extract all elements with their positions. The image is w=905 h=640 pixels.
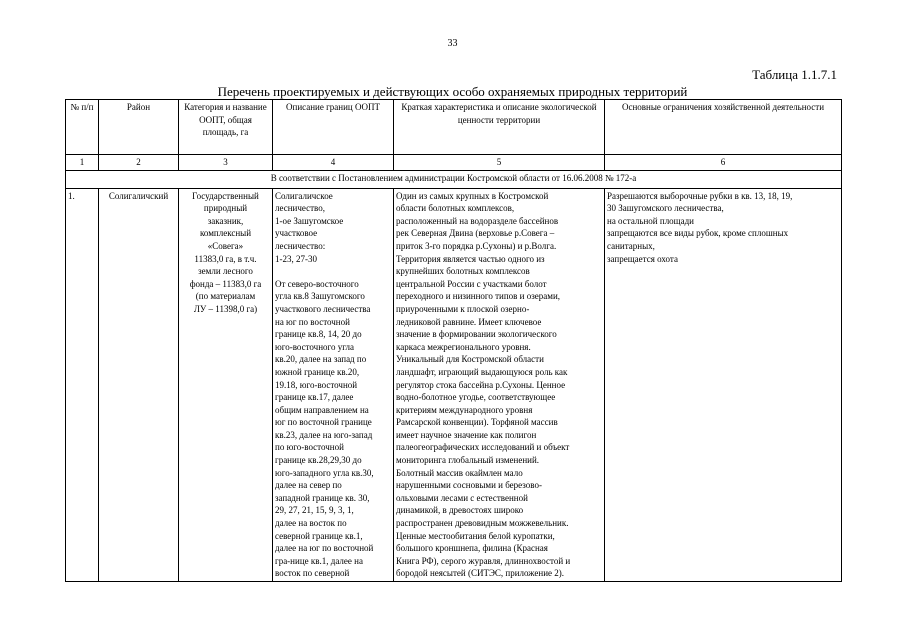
table-row bbox=[66, 188, 842, 581]
column-number: 1 bbox=[66, 155, 99, 171]
header-row bbox=[66, 100, 842, 155]
section-title: В соответствии с Постановлением администрации Костромской области от 16.06.2008 № 172-а bbox=[66, 170, 842, 188]
column-number: 3 bbox=[179, 155, 273, 171]
column-number: 6 bbox=[605, 155, 842, 171]
header-number: № п/п bbox=[66, 100, 99, 155]
header-category: Категория и название ООПТ, общая площадь, га bbox=[179, 100, 273, 155]
header-restrictions: Основные ограничения хозяйственной деятельности bbox=[605, 100, 842, 155]
table-label: Таблица 1.1.7.1 bbox=[752, 67, 837, 82]
section-row bbox=[66, 170, 842, 188]
header-boundaries: Описание границ ООПТ bbox=[273, 100, 394, 155]
document-title: Перечень проектируемых и действующих особо охраняемых природных территорий bbox=[217, 84, 688, 99]
column-number: 5 bbox=[394, 155, 605, 171]
row-number: 1. bbox=[66, 188, 99, 581]
protected-areas-table bbox=[65, 99, 842, 582]
row-boundaries: Солигаличское лесничество, 1-ое Зашугомское участковое лесничество: 1-23, 27-30 От северо-восточного угла кв.8 Зашугомского участкового лесничества на юг по восточной границе кв.8, 14, 20 до юго-восточного угла кв.20, далее на запад по южной границе кв.20, 19.18, юго-восточной границе кв.17, далее общим направлением на юг по восточной границе кв.23, далее на юго-запад по юго-восточной границе кв.28,29,30 до юго-западного угла кв.30, далее на север по западной границе кв. 30, 29, 27, 21, 15, 9, 3, 1, далее на восток по северной границе кв.1, далее на юг по восточной гра-нице кв.1, далее на восток по северной bbox=[273, 188, 394, 581]
header-characteristics: Краткая характеристика и описание экологической ценности территории bbox=[394, 100, 605, 155]
header-district: Район bbox=[99, 100, 179, 155]
row-characteristics: Один из самых крупных в Костромской области болотных комплексов, расположенный на водоразделе бассейнов рек Северная Двина (верховье р.Совега – приток 3-го порядка р.Сухоны) и р.Волга. Территория является частью одного из крупнейших болотных комплексов центральной России с участками болот переходного и низинного типов и озерами, приуроченными к плоской озерно- ледниковой равнине. Имеет ключевое значение в формировании экологического каркаса межрегионального уровня. Уникальный для Костромской области ландшафт, играющий выдающуюся роль как регулятор стока бассейна р.Сухоны. Ценное водно-болотное угодье, соответствующее критериям международного уровня Рамсарской конвенции). Торфяной массив имеет научное значение как полигон палеогеографических исследований и объект мониторинга глобальный изменений. Болотный массив окаймлен мало нарушенными сосновыми и березово- ольховыми лесами с естественной динамикой, в древостоях широко распространен древовидным можжевельник. Ценные местообитания белой куропатки, большого кроншнепа, филина (Красная Книга РФ), серого журавля, длиннохвостой и бородой неясытей (СИТЭС, приложение 2). bbox=[394, 188, 605, 581]
row-restrictions: Разрешаются выборочные рубки в кв. 13, 18, 19, 30 Зашугомского лесничества, на остальной площади запрещаются все виды рубок, кроме сплошных санитарных, запрещается охота bbox=[605, 188, 842, 581]
page-number: 33 bbox=[447, 38, 458, 49]
column-number-row bbox=[66, 155, 842, 171]
row-district: Солигаличский bbox=[99, 188, 179, 581]
row-category: Государственный природный заказник, комплексный «Совега» 11383,0 га, в т.ч. земли лесного фонда – 11383,0 га (по материалам ЛУ – 11398,0 га) bbox=[179, 188, 273, 581]
column-number: 2 bbox=[99, 155, 179, 171]
column-number: 4 bbox=[273, 155, 394, 171]
